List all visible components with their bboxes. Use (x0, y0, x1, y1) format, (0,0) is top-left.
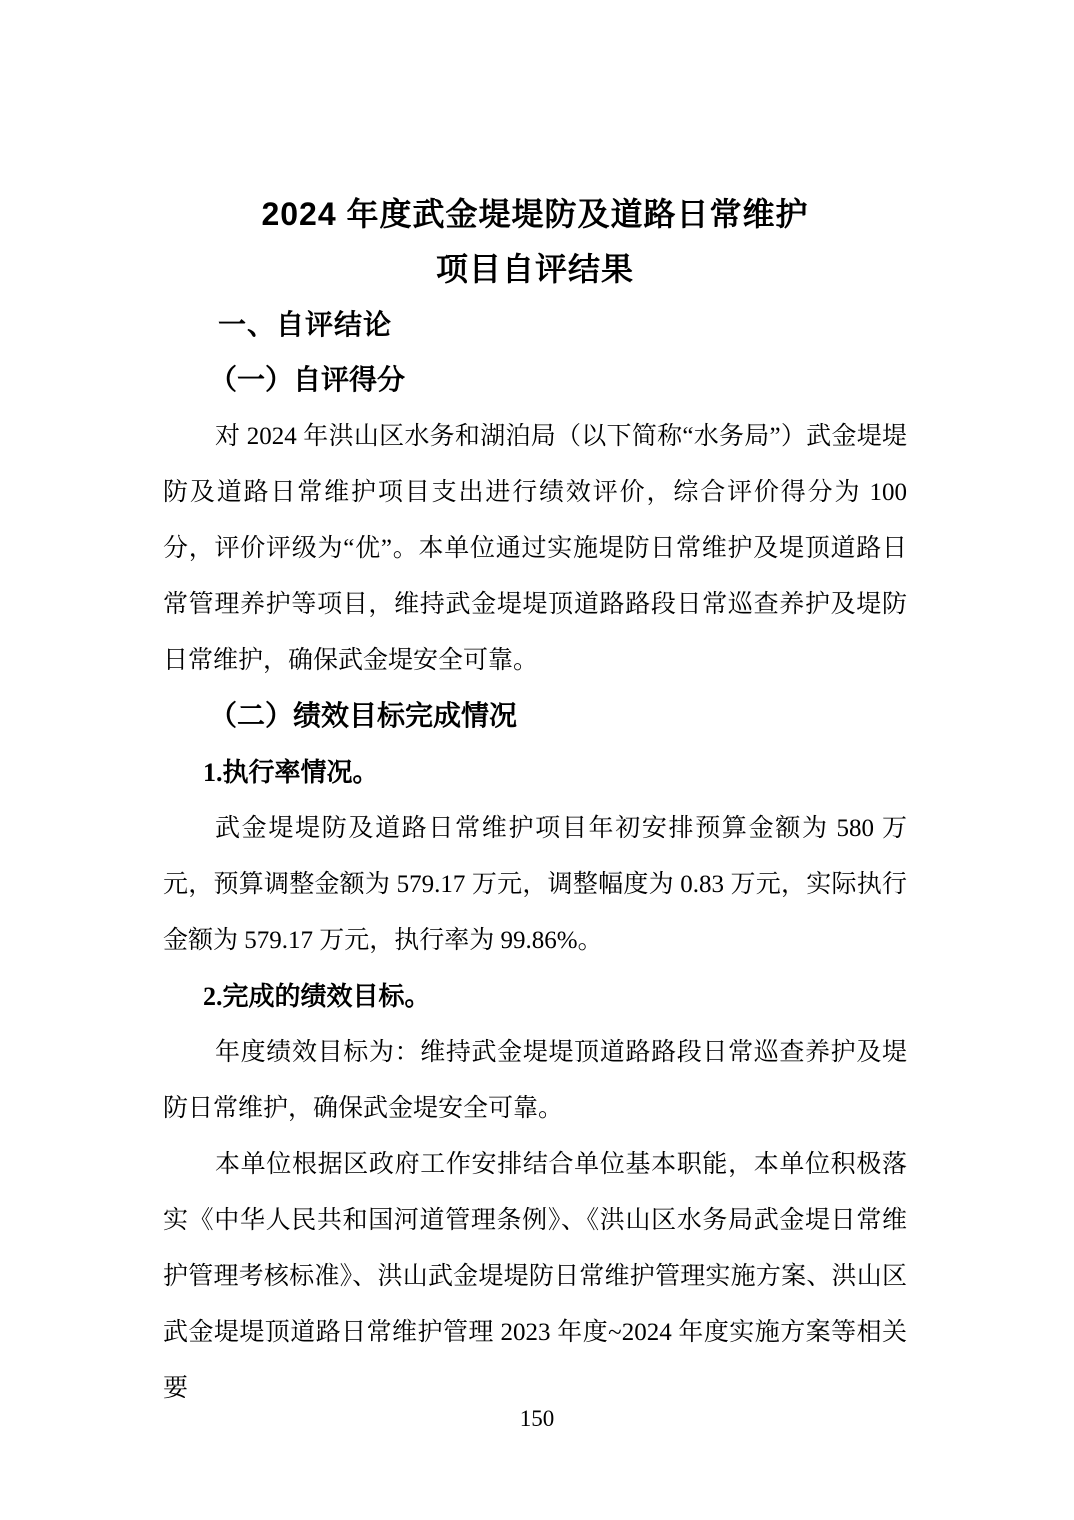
document-content (163, 0, 907, 1417)
paragraph-implementation-basis: 本单位根据区政府工作安排结合单位基本职能，本单位积极落实《中华人民共和国河道管理条例》、《洪山区水务局武金堤日常维护管理考核标准》、洪山武金堤堤防日常维护管理实施方案、洪山区武金堤堤顶道路日常维护管理 2023 年度~2024 年度实施方案等相关要 (163, 1151, 907, 1402)
paragraph-annual-performance-target: 年度绩效目标为：维持武金堤堤顶道路路段日常巡查养护及堤防日常维护，确保武金堤安全可靠。 (163, 1039, 907, 1122)
heading-completed-performance-targets: 2.完成的绩效目标。 (203, 982, 431, 1011)
heading-self-evaluation-conclusion: 一、自评结论 (218, 309, 393, 340)
heading-execution-rate: 1.执行率情况。 (203, 758, 379, 787)
heading-self-evaluation-score: （一）自评得分 (209, 365, 406, 396)
page-number: 150 (519, 1406, 555, 1431)
paragraph-budget-execution: 武金堤堤防及道路日常维护项目年初安排预算金额为 580 万元，预算调整金额为 579.17 万元，调整幅度为 0.83 万元，实际执行金额为 579.17 万元，执行率为 99.86%。 (163, 815, 907, 954)
paragraph-evaluation-summary: 对 2024 年洪山区水务和湖泊局（以下简称“水务局”）武金堤堤防及道路日常维护项目支出进行绩效评价，综合评价得分为 100 分，评价评级为“优”。本单位通过实施堤防日常维护及堤顶道路日常管理养护等项目，维持武金堤堤顶道路路段日常巡查养护及堤防日常维护，确保武金堤安全可靠。 (163, 423, 907, 674)
heading-performance-target-completion: （二）绩效目标完成情况 (209, 701, 518, 732)
document-title (163, 187, 907, 297)
document-title-line-1: 2024 年度武金堤堤防及道路日常维护 (261, 196, 809, 232)
document-title-line-2: 项目自评结果 (435, 251, 634, 287)
